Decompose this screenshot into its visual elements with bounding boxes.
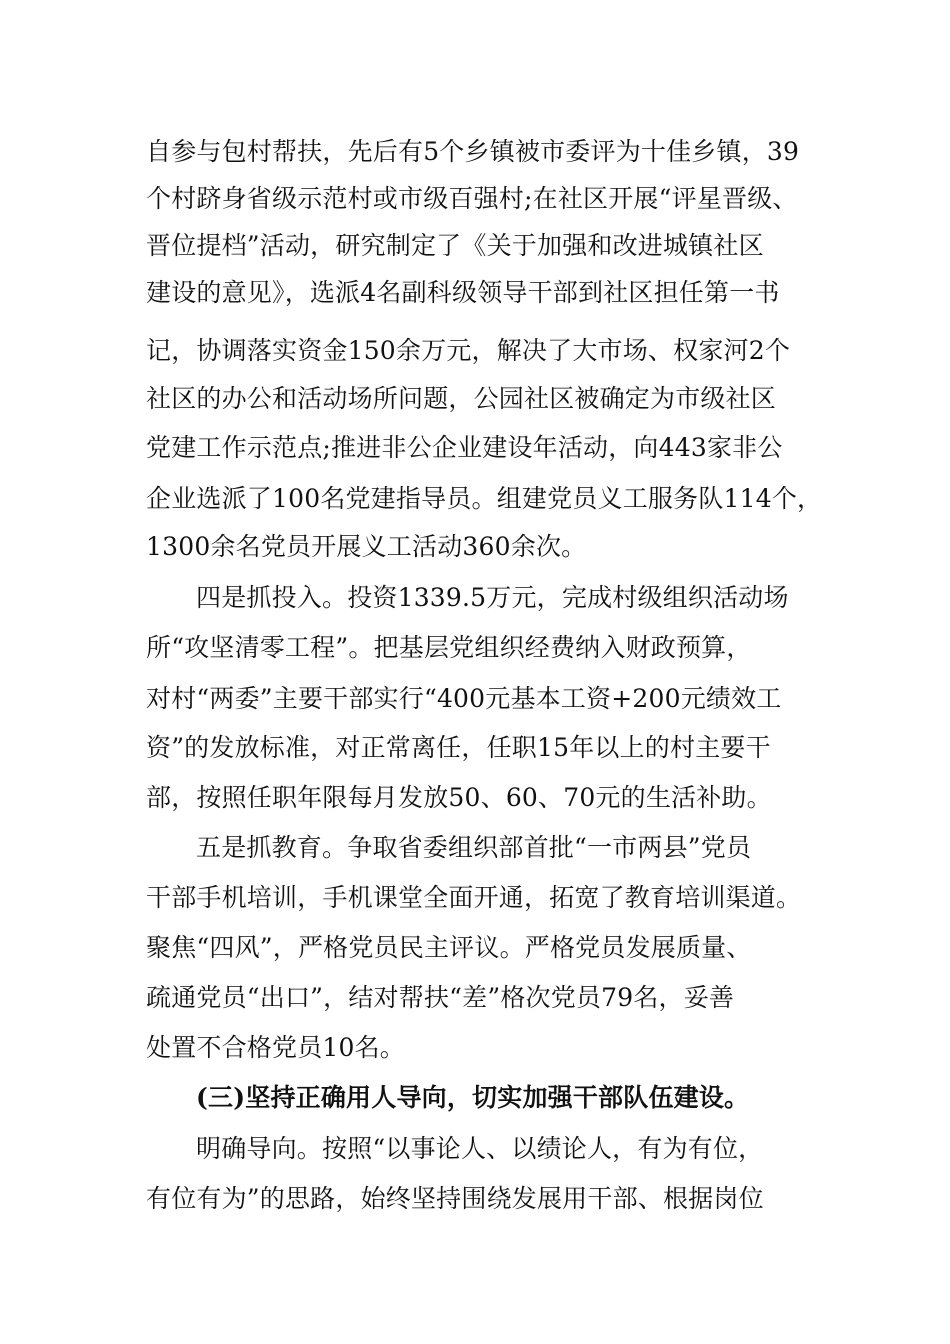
section-heading: (三)坚持正确用人导向，切实加强干部队伍建设。 (196, 1083, 750, 1112)
text-line: 有位有为”的思路，始终坚持围绕发展用干部、根据岗位 (146, 1184, 764, 1213)
text-line: 党建工作示范点;推进非公企业建设年活动，向443家非公 (146, 433, 783, 462)
text-line: 1300余名党员开展义工活动360余次。 (146, 532, 587, 561)
text-line: 聚焦“四风”，严格党员民主评议。严格党员发展质量、 (146, 933, 752, 962)
text-line: 对村“两委”主要干部实行“400元基本工资+200元绩效工 (146, 684, 782, 713)
text-line: 处置不合格党员10名。 (146, 1033, 406, 1062)
text-line: 所“攻坚清零工程”。把基层党组织经费纳入财政预算， (146, 633, 752, 662)
text-line: 疏通党员“出口”，结对帮扶“差”格次党员79名，妥善 (146, 983, 735, 1012)
text-line: 企业选派了100名党建指导员。组建党员义工服务队114个， (146, 484, 823, 513)
text-line: 建设的意见》，选派4名副科级领导干部到社区担任第一书 (146, 278, 780, 307)
paragraph-first-line: 明确导向。按照“以事论人、以绩论人，有为有位， (196, 1134, 764, 1163)
text-line: 个村跻身省级示范村或市级百强村;在社区开展“评星晋级、 (146, 184, 798, 213)
text-line: 自参与包村帮扶，先后有5个乡镇被市委评为十佳乡镇，39 (146, 137, 800, 166)
text-line: 记，协调落实资金150余万元，解决了大市场、权家河2个 (146, 336, 791, 365)
text-line: 干部手机培训，手机课堂全面开通，拓宽了教育培训渠道。 (146, 883, 802, 912)
text-line: 资”的发放标准，对正常离任，任职15年以上的村主要干 (146, 733, 771, 762)
text-line: 社区的办公和活动场所问题，公园社区被确定为市级社区 (146, 384, 777, 413)
paragraph-first-line: 五是抓教育。争取省委组织部首批“一市两县”党员 (196, 833, 752, 862)
text-line: 部，按照任职年限每月发放50、60、70元的生活补助。 (146, 783, 772, 812)
paragraph-first-line: 四是抓投入。投资1339.5万元，完成村级组织活动场 (196, 583, 789, 612)
text-line: 晋位提档”活动，研究制定了《关于加强和改进城镇社区 (146, 231, 764, 260)
